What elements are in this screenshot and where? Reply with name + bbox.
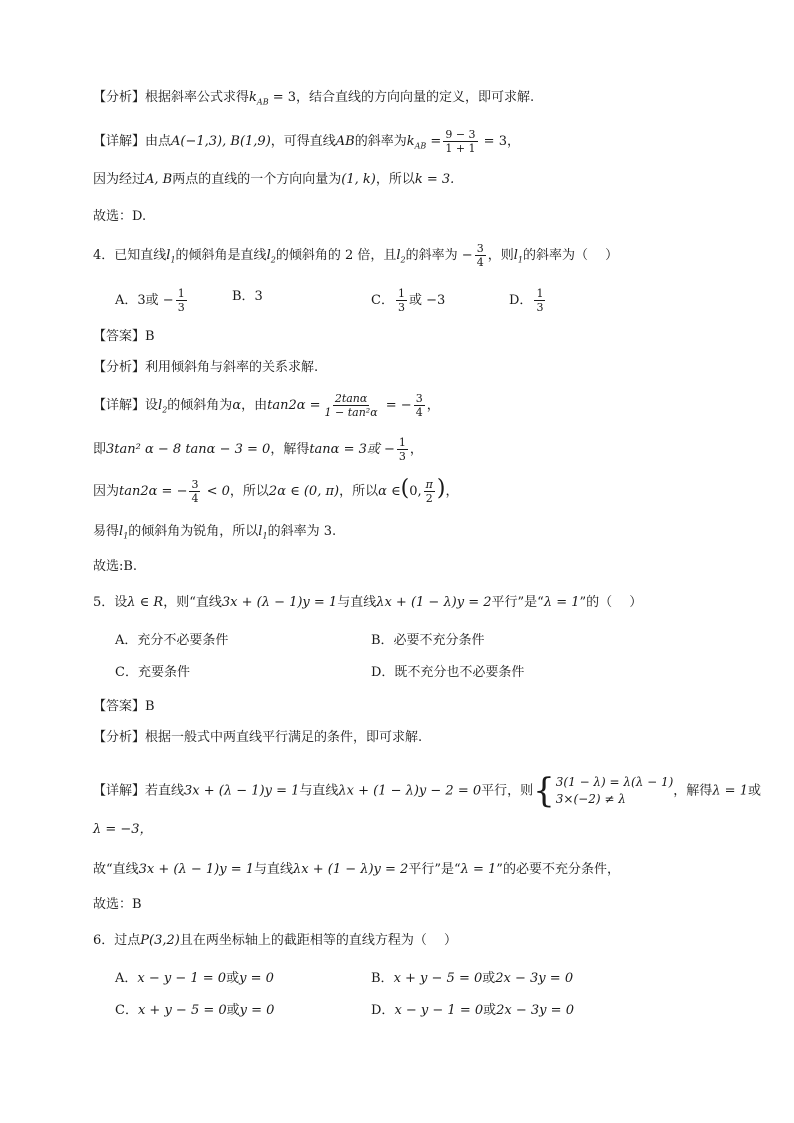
q4-detail-3: 因为tan2α = − $\frac{3}{4}$ < 0，所以2α ∈ (0, π)，所以α ∈(0, $\frac{\pi}{2}$ )， [93,476,459,505]
q4-stem: 4．已知直线$l_1$的倾斜角是直线$l_2$的倾斜角的 2 倍，且$l_2$的斜率为 − $\frac{3}{4}$ ，则$l_1$的斜率为（ ） [93,242,619,269]
q5-stem: 5．设λ ∈ R，则“直线3x + (λ − 1)y = 1与直线λx + (1 − λ)y = 2平行”是“λ = 1”的（ ） [93,595,643,610]
q4-choose: 故选:B. [93,559,138,574]
q4-analysis: 【分析】利用倾斜角与斜率的关系求解. [93,360,319,375]
q6-stem: 6．过点P(3,2)且在两坐标轴上的截距相等的直线方程为（ ） [93,933,457,948]
q5-option-d: D．既不充分也不必要条件 [371,665,525,680]
analysis-tag: 【分析】 [93,90,146,105]
q5-detail-3: 故“直线3x + (λ − 1)y = 1与直线λx + (1 − λ)y = 2平行”是“λ = 1”的必要不充分条件， [93,862,620,877]
fraction: $\frac{9 - 3}{1 + 1}$ [445,128,476,155]
detail-tag: 【详解】 [93,134,146,149]
q4-option-b: B．3 [232,289,263,304]
q5-analysis: 【分析】根据一般式中两直线平行满足的条件，即可求解. [93,730,423,745]
q5-detail-1: 【详解】若直线3x + (λ − 1)y = 1与直线λx + (1 − λ)y − 2 = 0平行，则 { 3(1 − λ) = λ(λ − 1) 3×(−2) ≠ λ ，解得λ = 1或 [93,771,761,811]
q6-option-b: B．x + y − 5 = 0或2x − 3y = 0 [371,971,574,986]
q3-choose: 故选：D. [93,209,147,224]
q5-detail-2: λ = −3， [93,822,153,837]
q4-answer: 【答案】B [93,329,155,344]
q6-option-a: A．x − y − 1 = 0或y = 0 [115,971,274,986]
q6-option-d: D．x − y − 1 = 0或2x − 3y = 0 [371,1003,574,1018]
q5-answer: 【答案】B [93,699,155,714]
q4-detail-2: 即3tan² α − 8 tanα − 3 = 0，解得tanα = 3或 − $\frac{1}{3}$ ， [93,436,423,463]
q4-option-d: D． $\frac{1}{3}$ [509,287,544,314]
q4-detail-1: 【详解】设$l_2$的倾斜角为α，由tan2α = $\frac{2\tan\alpha}{\text{1 − tan²α}}$ = − $\frac{3}{4}$ ， [93,392,440,419]
equation-system: { 3(1 − λ) = λ(λ − 1) 3×(−2) ≠ λ [533,771,674,811]
q5-choose: 故选：B [93,897,142,912]
q3-line3: 因为经过A, B两点的直线的一个方向向量为(1, k)，所以k = 3. [93,172,455,187]
q4-detail-4: 易得$l_1$的倾斜角为锐角，所以$l_1$的斜率为 3. [93,524,337,541]
q5-option-c: C．充要条件 [115,665,190,680]
q5-option-a: A．充分不必要条件 [115,633,229,648]
q3-detail: 【详解】由点A(−1,3), B(1,9)，可得直线AB的斜率为$k_{AB}$ = $\frac{9 - 3}{1 + 1}$ = 3， [93,128,520,155]
q4-option-c: C． $\frac{1}{3}$ 或 −3 [371,287,446,314]
q5-option-b: B．必要不充分条件 [371,633,485,648]
q4-option-a: A．3或 − $\frac{1}{3}$ [115,287,185,314]
q3-analysis: 【分析】根据斜率公式求得$k_{AB} = 3$，结合直线的方向向量的定义，即可求解. [93,90,535,107]
q6-option-c: C．x + y − 5 = 0或y = 0 [115,1003,275,1018]
